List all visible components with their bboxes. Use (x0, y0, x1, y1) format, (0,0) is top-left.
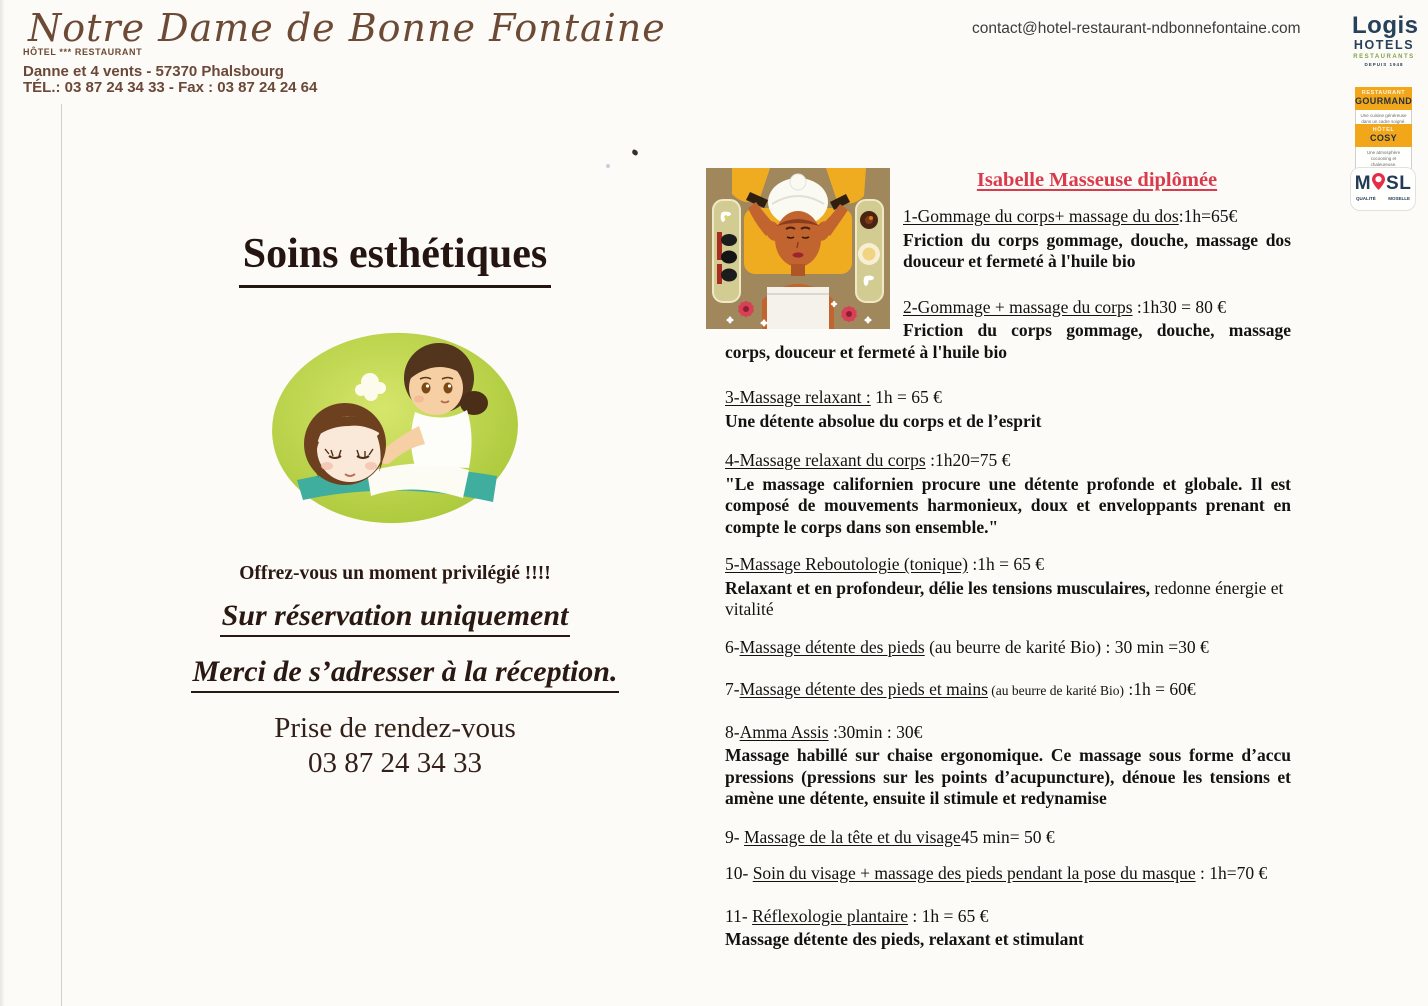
service-item-9-title: 9- Massage de la tête et du visage45 min= 50 € (725, 826, 1055, 847)
service-item-4-title: 4-Massage relaxant du corps :1h20=75 € (725, 450, 1011, 470)
logis-hotels-logo (1352, 12, 1419, 67)
gourmand-badge-subtext: Une cuisine généreuse dans un cadre soigné. (1355, 110, 1412, 130)
logis-depuis-label: DEPUIS 1948 (1364, 61, 1404, 67)
massage-cartoon-illustration (268, 328, 522, 527)
hotel-subtitle: HÔTEL *** RESTAURANT (23, 47, 143, 57)
service-item-4-desc: "Le massage californien procure une détente profonde et globale. Il est composé de mouvements harmonieux, doux et enveloppants prenant en compte le corps dans son ensemble." (725, 473, 1291, 537)
restaurant-gourmand-badge (1355, 87, 1412, 129)
scan-artifact-line (61, 104, 62, 1006)
scan-artifact-speck (631, 149, 639, 156)
appointment-phone: 03 87 24 34 33 (308, 747, 482, 779)
service-item-2-title: 2-Gommage + massage du corps :1h30 = 80 € (903, 296, 1227, 317)
service-item-1-desc: Friction du corps gommage, douche, massage dos douceur et fermeté à l'huile bio (903, 229, 1291, 271)
service-item-10-title: 10- Soin du visage + massage des pieds pendant la pose du masque : 1h=70 € (725, 863, 1268, 883)
reservation-note: Sur réservation uniquement (160, 599, 630, 637)
gourmand-badge-header: RESTAURANT GOURMAND (1355, 87, 1412, 110)
hotel-address: Danne et 4 vents - 57370 Phalsbourg (23, 63, 284, 80)
service-item-11-desc: Massage détente des pieds, relaxant et stimulant (725, 929, 1084, 949)
hotel-phone-fax: TÉL.: 03 87 24 34 33 - Fax : 03 87 24 24 64 (23, 79, 318, 96)
mosl-qualite-moselle-logo (1350, 167, 1416, 211)
logis-wordmark: Logis (1352, 12, 1419, 39)
scan-artifact-dot (606, 164, 610, 168)
services-column (725, 168, 1291, 951)
service-item-6-title: 6-Massage détente des pieds (au beurre de karité Bio) : 30 min =30 € (725, 636, 1209, 657)
page-title: Soins esthétiques (160, 230, 630, 288)
service-item-7-title: 7-Massage détente des pieds et mains (au beurre de karité Bio) :1h = 60€ (725, 679, 1196, 699)
service-item-11-title: 11- Réflexologie plantaire : 1h = 65 € (725, 905, 989, 926)
service-item-3-title: 3-Massage relaxant : 1h = 65 € (725, 387, 942, 407)
reception-note: Merci de s’adresser à la réception. (160, 655, 650, 693)
tagline: Offrez-vous un moment privilégié !!!! (239, 563, 551, 584)
mosl-wordmark: M SL (1354, 173, 1412, 194)
hotel-logo-script: Notre Dame de Bonne Fontaine (28, 6, 666, 50)
service-item-8-title: 8-Amma Assis :30min : 30€ (725, 721, 923, 742)
contact-email: contact@hotel-restaurant-ndbonnefontaine.com (972, 20, 1301, 37)
service-item-8-desc: Massage habillé sur chaise ergonomique. Ce massage sous forme d’accu pressions (pressions sur les points d’acupuncture), dénoue les tensions et amène une détente, ensuite il stimule et redynamise (725, 745, 1291, 808)
appointment-label: Prise de rendez-vous (274, 712, 516, 744)
service-item-1-title: 1-Gommage du corps+ massage du dos:1h=65€ (903, 206, 1238, 226)
service-item-5-title: 5-Massage Reboutologie (tonique) :1h = 65 € (725, 554, 1044, 574)
masseuse-heading: Isabelle Masseuse diplômée (976, 169, 1218, 191)
service-item-5-desc: Relaxant et en profondeur, délie les tensions musculaires, redonne énergie et vitalité (725, 577, 1284, 619)
service-item-2-desc: Friction du corps gommage, douche, massage corps, douceur et fermeté à l'huile bio (725, 320, 1291, 362)
logis-hotels-label: HOTELS (1353, 38, 1415, 52)
service-item-3-desc: Une détente absolue du corps et de l’esprit (725, 410, 1042, 431)
mosl-sub-labels: QUALITÉ MOSELLE (1356, 196, 1410, 201)
logis-restaurants-label: RESTAURANTS (1353, 53, 1415, 60)
scan-edge-shade (0, 0, 5, 1006)
cosy-badge-subtext: Une atmosphère cocooning et chaleureuse. (1355, 147, 1412, 173)
mosl-pin-icon (1372, 173, 1385, 194)
spa-massage-photo (706, 168, 890, 329)
hotel-cosy-badge (1355, 124, 1412, 173)
cosy-badge-header: HÔTEL COSY (1355, 124, 1412, 147)
